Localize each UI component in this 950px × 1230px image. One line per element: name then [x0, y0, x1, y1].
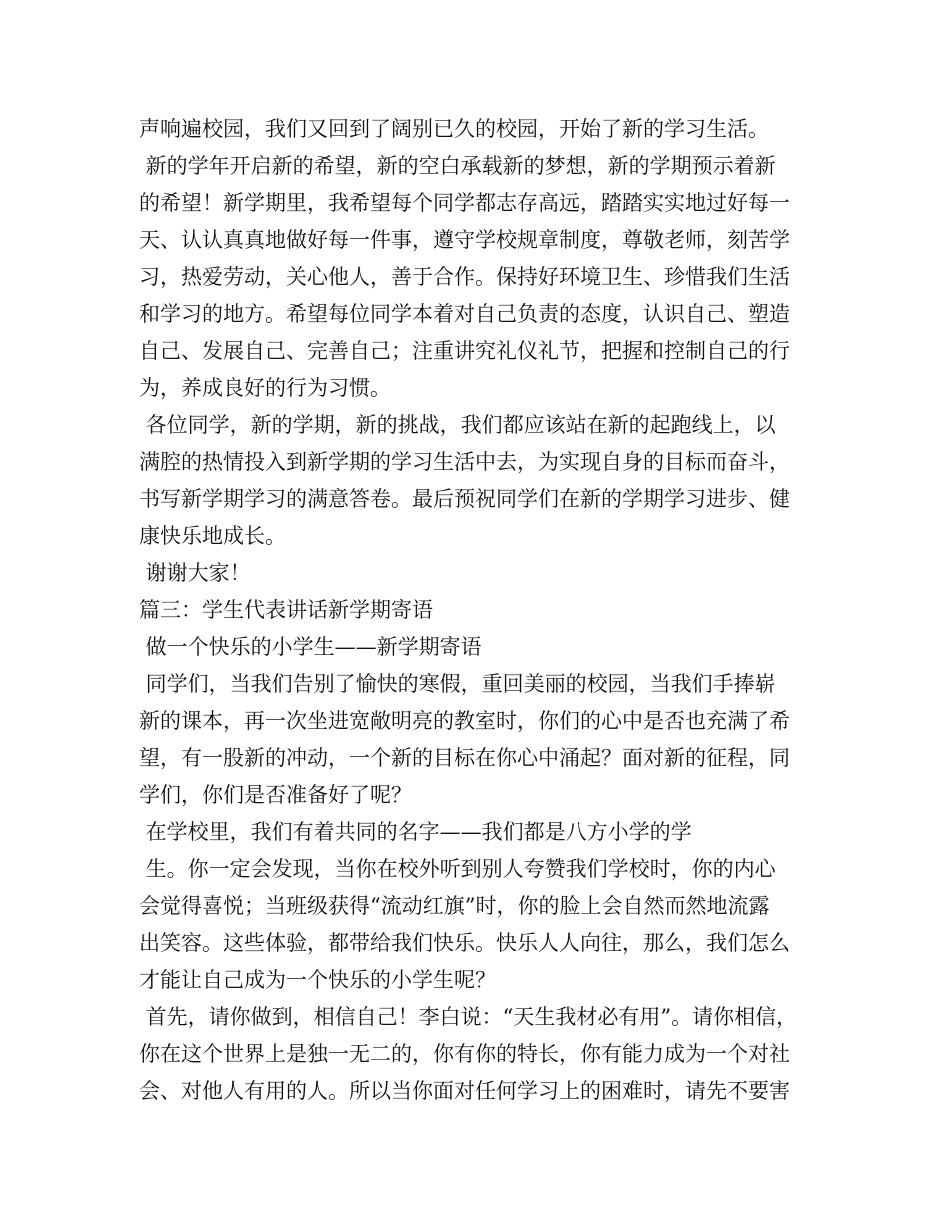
text-line: 新的课本，再一次坐进宽敞明亮的教室时，你们的心中是否也充满了希 — [139, 709, 790, 733]
text-line: 会、对他人有用的人。所以当你面对任何学习上的困难时，请先不要害 — [139, 1079, 790, 1103]
text-line: 声响遍校园，我们又回到了阔别已久的校园，开始了新的学习生活。 — [139, 117, 769, 141]
document-text — [139, 111, 819, 1110]
text-line: 康快乐地成长。 — [139, 524, 286, 548]
text-line: 书写新学期学习的满意答卷。最后预祝同学们在新的学期学习进步、健 — [139, 487, 790, 511]
text-line: 各位同学，新的学期，新的挑战，我们都应该站在新的起跑线上，以 — [139, 413, 776, 437]
text-line: 生。你一定会发现，当你在校外听到别人夸赞我们学校时，你的内心 — [139, 857, 776, 881]
text-line: 你在这个世界上是独一无二的，你有你的特长，你有能力成为一个对社 — [139, 1042, 790, 1066]
text-line: 的希望！新学期里，我希望每个同学都志存高远，踏踏实实地过好每一 — [139, 191, 790, 215]
speech-title: 做一个快乐的小学生——新学期寄语 — [139, 635, 482, 659]
text-line: 和学习的地方。希望每位同学本着对自己负责的态度，认识自己、塑造 — [139, 302, 790, 326]
text-line: 习，热爱劳动，关心他人，善于合作。保持好环境卫生、珍惜我们生活 — [139, 265, 790, 289]
text-line: 学们，你们是否准备好了呢？ — [139, 783, 412, 807]
text-line: 同学们，当我们告别了愉快的寒假，重回美丽的校园，当我们手捧崭 — [139, 672, 776, 696]
text-line: 才能让自己成为一个快乐的小学生呢？ — [139, 968, 496, 992]
text-line: 自己、发展自己、完善自己；注重讲究礼仪礼节，把握和控制自己的行 — [139, 339, 790, 363]
text-line: 在学校里，我们有着共同的名字——我们都是八方小学的学 — [139, 820, 692, 844]
text-line: 望，有一股新的冲动，一个新的目标在你心中涌起？面对新的征程，同 — [139, 746, 790, 770]
text-line: 天、认认真真地做好每一件事，遵守学校规章制度，尊敬老师，刻苦学 — [139, 228, 790, 252]
text-line: 新的学年开启新的希望，新的空白承载新的梦想，新的学期预示着新 — [139, 154, 776, 178]
text-line: 谢谢大家！ — [139, 561, 251, 585]
text-line: 首先，请你做到，相信自己！李白说：“天生我材必有用”。请你相信， — [139, 1005, 798, 1029]
text-line: 会觉得喜悦；当班级获得“流动红旗”时，你的脸上会自然而然地流露 — [139, 894, 770, 918]
text-line: 出笑容。这些体验，都带给我们快乐。快乐人人向往，那么，我们怎么 — [139, 931, 790, 955]
text-line: 为，养成良好的行为习惯。 — [139, 376, 391, 400]
section-heading: 篇三：学生代表讲话新学期寄语 — [139, 598, 433, 622]
text-line: 满腔的热情投入到新学期的学习生活中去，为实现自身的目标而奋斗， — [139, 450, 790, 474]
